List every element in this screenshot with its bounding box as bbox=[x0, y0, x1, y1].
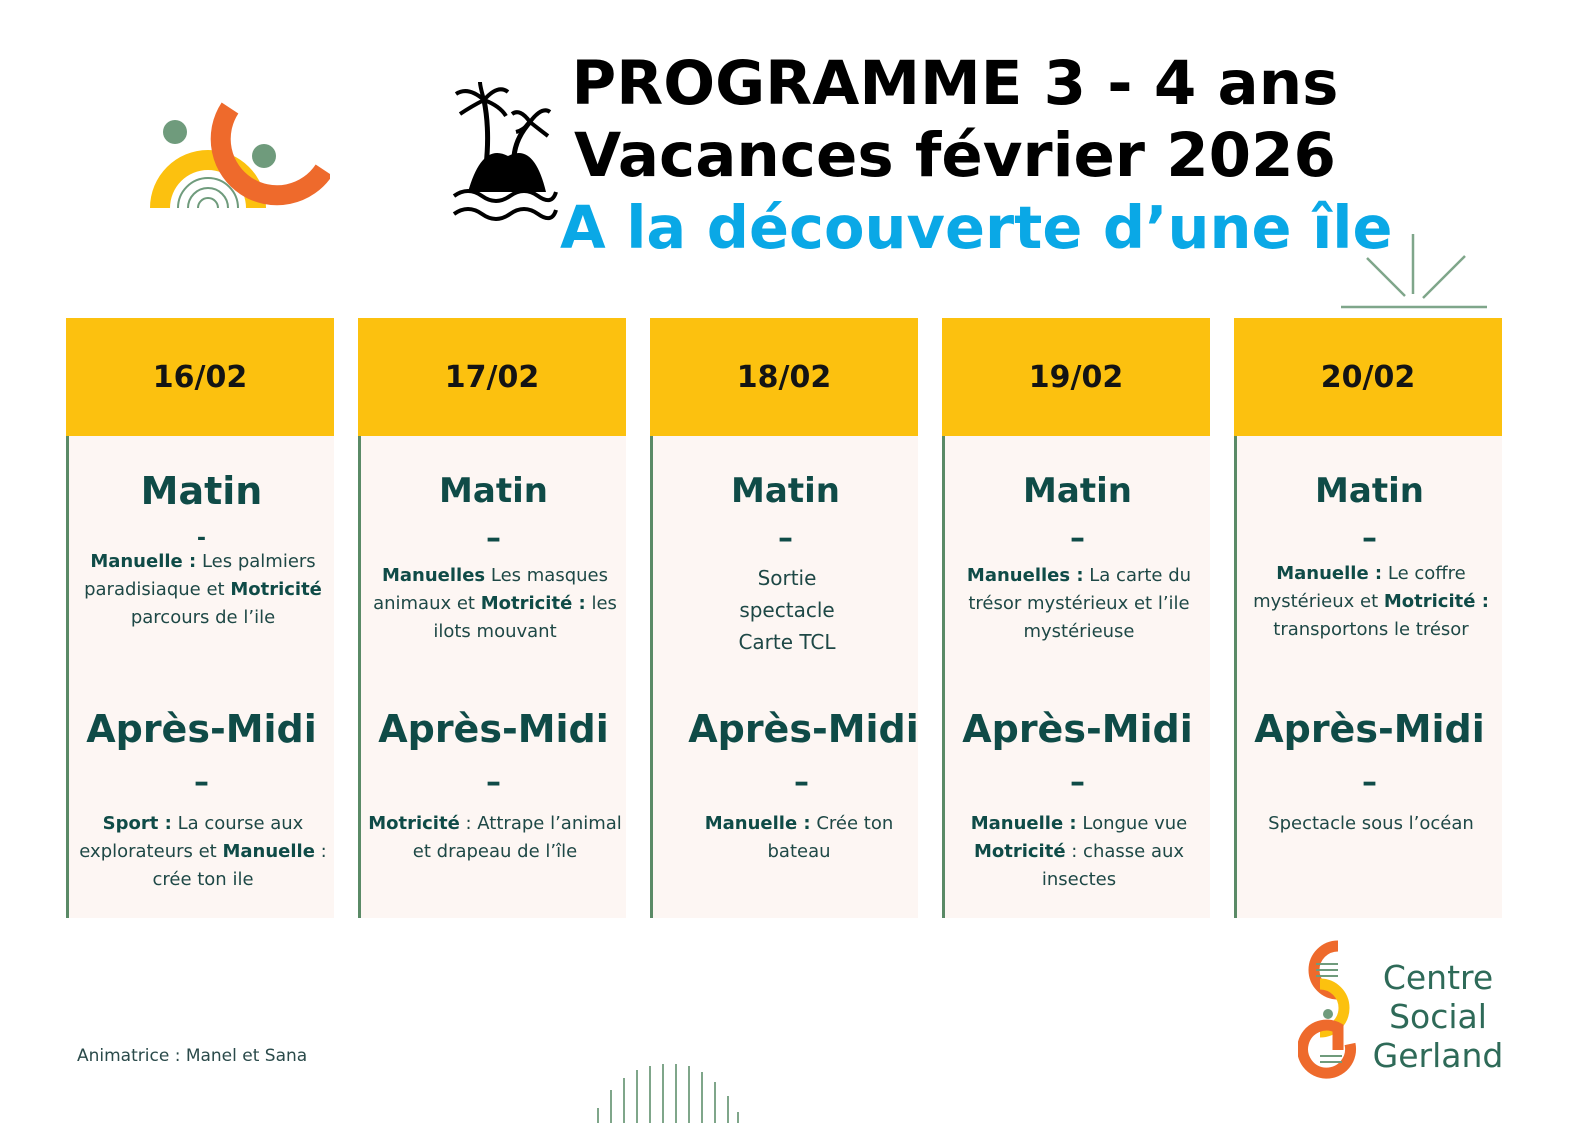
matin-label: Matin bbox=[1315, 471, 1424, 511]
organization-name bbox=[1366, 958, 1510, 1075]
day-column bbox=[942, 318, 1210, 918]
apres-midi-dash: – bbox=[1362, 765, 1377, 800]
day-date: 17/02 bbox=[358, 318, 626, 436]
apres-midi-label: Après-Midi bbox=[1254, 707, 1485, 751]
day-column bbox=[650, 318, 918, 918]
matin-dash: - bbox=[196, 526, 207, 551]
day-body bbox=[650, 436, 918, 918]
org-line-3: Gerland bbox=[1372, 1036, 1504, 1075]
animator-credit: Animatrice : Manel et Sana bbox=[77, 1046, 308, 1066]
apres-midi-label: Après-Midi bbox=[688, 707, 919, 751]
day-column bbox=[1234, 318, 1502, 918]
left-logo-icon bbox=[148, 100, 330, 212]
apres-midi-activity: Spectacle sous l’océan bbox=[1268, 813, 1474, 834]
org-line-2: Social bbox=[1389, 997, 1487, 1036]
apres-midi-activity: Motricité : Attrape l’animal et drapeau de l’île bbox=[368, 813, 622, 862]
apres-midi-dash: – bbox=[1070, 765, 1085, 800]
matin-activity: Manuelles : La carte du trésor mystérieux et l’ile mystérieuse bbox=[966, 565, 1192, 642]
palm-island-icon bbox=[450, 80, 560, 225]
day-date: 18/02 bbox=[650, 318, 918, 436]
day-body bbox=[358, 436, 626, 918]
sun-rays-icon bbox=[1335, 232, 1495, 314]
matin-activity: Manuelles Les masques animaux et Motricité : les ilots mouvant bbox=[373, 565, 617, 642]
day-date: 20/02 bbox=[1234, 318, 1502, 436]
matin-activity: Manuelle : Le coffre mystérieux et Motricité : transportons le trésor bbox=[1253, 563, 1489, 640]
apres-midi-label: Après-Midi bbox=[86, 707, 317, 751]
title-block bbox=[560, 48, 1393, 264]
apres-midi-activity: Manuelle : Crée ton bateau bbox=[704, 813, 894, 862]
matin-label: Matin bbox=[731, 471, 840, 511]
semicircle-lines-icon bbox=[592, 1062, 742, 1123]
apres-midi-dash: – bbox=[486, 765, 501, 800]
matin-label: Matin bbox=[1023, 471, 1132, 511]
matin-activity: Sortie spectacle Carte TCL bbox=[738, 566, 836, 654]
matin-dash: – bbox=[1362, 521, 1377, 556]
apres-midi-label: Après-Midi bbox=[378, 707, 609, 751]
apres-midi-dash: – bbox=[194, 765, 209, 800]
apres-midi-activity: Sport : La course aux explorateurs et Manuelle : crée ton ile bbox=[79, 813, 327, 890]
matin-dash: – bbox=[486, 521, 501, 556]
centre-social-gerland-logo-icon bbox=[1298, 940, 1360, 1086]
page-title-dates: Vacances février 2026 bbox=[574, 120, 1336, 191]
day-date: 19/02 bbox=[942, 318, 1210, 436]
day-body bbox=[1234, 436, 1502, 918]
day-date: 16/02 bbox=[66, 318, 334, 436]
day-column bbox=[66, 318, 334, 918]
apres-midi-label: Après-Midi bbox=[962, 707, 1193, 751]
page-subtitle: A la découverte d’une île bbox=[560, 193, 1393, 262]
org-line-1: Centre bbox=[1382, 958, 1494, 997]
apres-midi-activity: Manuelle : Longue vue Motricité : chasse aux insectes bbox=[970, 813, 1188, 890]
matin-dash: – bbox=[1070, 521, 1085, 556]
matin-dash: – bbox=[778, 521, 793, 556]
day-column bbox=[358, 318, 626, 918]
matin-label: Matin bbox=[439, 471, 548, 511]
matin-activity: Manuelle : Les palmiers paradisiaque et Motricité parcours de l’ile bbox=[84, 551, 322, 628]
apres-midi-dash: – bbox=[794, 765, 809, 800]
day-body bbox=[942, 436, 1210, 918]
page-title: PROGRAMME 3 - 4 ans bbox=[571, 48, 1339, 119]
matin-label: Matin bbox=[140, 469, 263, 513]
day-body bbox=[66, 436, 334, 918]
